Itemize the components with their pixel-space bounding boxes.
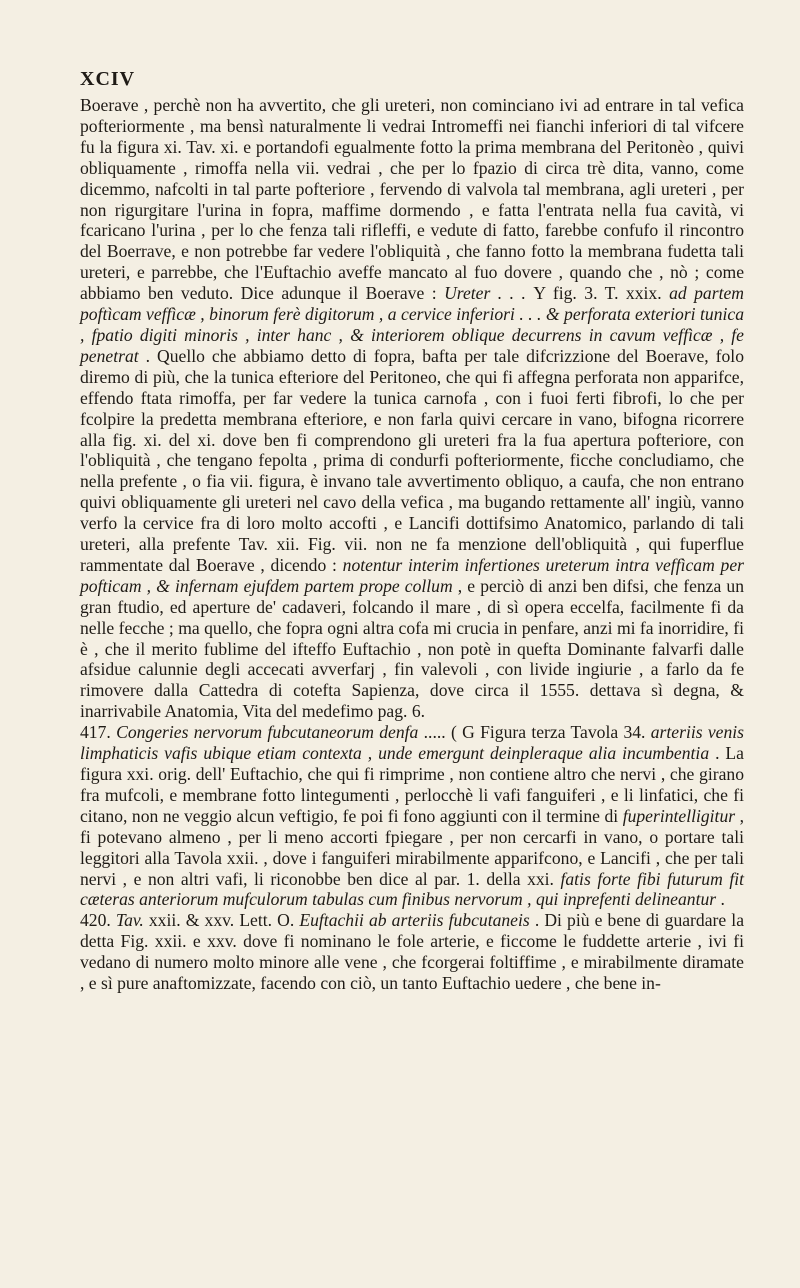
italic-text-segment: fatis forte fibi futurum fit cæteras anteriorum mufculorum tabulas cum finibus nervorum , qui inprefenti delineantur bbox=[80, 868, 744, 910]
body-text bbox=[80, 95, 744, 994]
italic-text-segment: Ureter . . . bbox=[444, 283, 534, 304]
text-segment: , fi potevano almeno , per li meno accorti fpiegare , per non cercarfi in vano, o portare tali leggitori alla Tavola xxii. , dove i fanguiferi mirabilmente apparifcono, e Lancifi , che per tali nervi , e non altri vafi, li riconobbe ben dice al par. 1. della xxi. bbox=[80, 805, 745, 889]
text-segment: Boerave , perchè non ha avvertito, che gli ureteri, non cominciano ivi ad entrare in tal vefica pofteriormente , ma bensì naturalmente li vedrai Intromeffi nei fianchi inferiori di tal vifcere fu la figura xi. Tav. xi. e portandofi egualmente fotto la prima membrana del Peritonèo , quivi obliquamente , rimoffa nella vii. vedrai , che per lo fpazio di circa trè dita, vanno, come dicemmo, nafcolti in tal parte pofteriore , fervendo di valvola tal membrana, agli ureteri , per non rigurgitare l'urina in fopra, maffime dormendo , e fatta l'entrata nella fua cavità, vi fcaricano l'urina , per lo che fenza tali rifleffi, e vedute di fatto, farebbe confufo il rincontro del Boerrave, e non potrebbe far vedere l'obliquità , che fanno fotto la membrana fudetta tali ureteri, e parrebbe, che l'Euftachio aveffe mancato al fuo dovere , quando che , nò ; come abbiamo ben veduto. Dice adunque il Boerave : bbox=[80, 95, 744, 304]
paragraph-number: 420. bbox=[80, 910, 116, 931]
paragraph bbox=[80, 910, 744, 994]
text-segment: , e perciò di anzi ben difsi, che fenza un gran ftudio, ed aperture de' cadaveri, folcando il mare , di sì opera eccelfa, facilmente fi da nelle fecche ; ma quello, che fopra ogni altra cofa mi crucia in penfare, anzi mi fa inorridire, fi è , che il merito fublime del ifteffo Euftachio , non potè in quefta Dominante falvarfi dalle afsidue calunnie degli accecati avverfarj , fin valevoli , con livide ingiurie , a farlo da fe rimovere dalla Cattedra di cotefta Sapienza, dove circa il 1555. dettava sì degna, & inarrivabile Anatomia, Vita del medefimo pag. 6. bbox=[80, 575, 744, 722]
italic-text-segment: ad partem poftìcam veffìcæ , binorum ferè digitorum , a cervice inferiori . . . & perforata exteriori tunica , fpatio digiti minoris , inter hanc , & interiorem oblique decurrens in cavum veffìcæ , fe penetrat bbox=[80, 283, 744, 366]
paragraph bbox=[80, 95, 744, 722]
text-segment: . La figura xxi. orig. dell' Euftachio, che qui fi rimprime , non contiene altro che nervi , che girano fra mufcoli, e membrane fotto lintegumenti , perlocchè li vafi fanguiferi , e li linfatici, che fi citano, non ne veggio alcun veftigio, fe poi fi fono aggiunti con il termine di bbox=[80, 743, 744, 826]
text-segment: . bbox=[716, 889, 725, 910]
page-number: XCIV bbox=[80, 68, 136, 90]
paragraph-number: 417. bbox=[80, 722, 117, 743]
italic-text-segment: arteriis venis limphaticis vafis ubique etiam contexta , unde emergunt deinpleraque alia incumbentia bbox=[80, 722, 745, 764]
text-segment: xxii. & xxv. Lett. O. bbox=[143, 910, 300, 931]
text-segment: . Quello che abbiamo detto di fopra, bafta per tale difcrizzione del Boerave, folo diremo di più, che la tunica efteriore del Peritoneo, che qui fi affegna perforata non apparifce, effendo ftata rimoffa, per far vedere la tunica carnofa , con i fuoi ferti fibrofi, lo che per fcolpire la predetta membrana efteriore, e non farla quivi cercare in vano, bifogna ricorrere alla fig. xi. del xi. dove ben fi comprendono gli ureteri fra la fua apertura pofteriore, con l'obliquità , che tengano fepolta , prima di condurfi pofteriormente, ficche concludiamo, che nella prefente , o fia vii. figura, è invano tale avvertimento obliquo, a caufa, che non entrano quivi obliquamente gli ureteri nel cavo della vefica , ma bugando rettamente all' ingiù, vanno verfo la cervice fra di loro molto accofti , e Lancifi dottifsimo Anatomico, parlando di tali ureteri, alla prefente Tav. xii. Fig. vii. non ne fa menzione dell'obliquità , qui fuperflue rammentate dal Boerave , dicendo : bbox=[80, 345, 744, 575]
italic-text-segment: Tav. bbox=[115, 910, 144, 931]
paragraph bbox=[80, 722, 744, 910]
text-segment: ..... ( G Figura terza Tavola 34. bbox=[418, 722, 651, 743]
italic-text-segment: Euftachii ab arteriis fubcutaneis bbox=[299, 910, 530, 931]
italic-text-segment: notentur interim infertiones ureterum intra veffìcam per pofticam , & infernam ejufdem partem prope collum bbox=[80, 554, 744, 596]
italic-text-segment: fuperintelligitur bbox=[622, 805, 736, 826]
text-segment: . Di più e bene di guardare la detta Fig. xxii. e xxv. dove fi nominano le fole arterie, e ficcome le fuddette arterie , ivi fi vedano di numero molto minore alle vene , che fcorgerai foltiffime , e mirabilmente diramate , e sì pure anaftomizzate, facendo con ciò, un tanto Euftachio uedere , che bene in- bbox=[80, 910, 744, 994]
text-segment: Y fig. 3. T. xxix. bbox=[533, 283, 670, 304]
italic-text-segment: Congeries nervorum fubcutaneorum denfa bbox=[116, 722, 419, 743]
